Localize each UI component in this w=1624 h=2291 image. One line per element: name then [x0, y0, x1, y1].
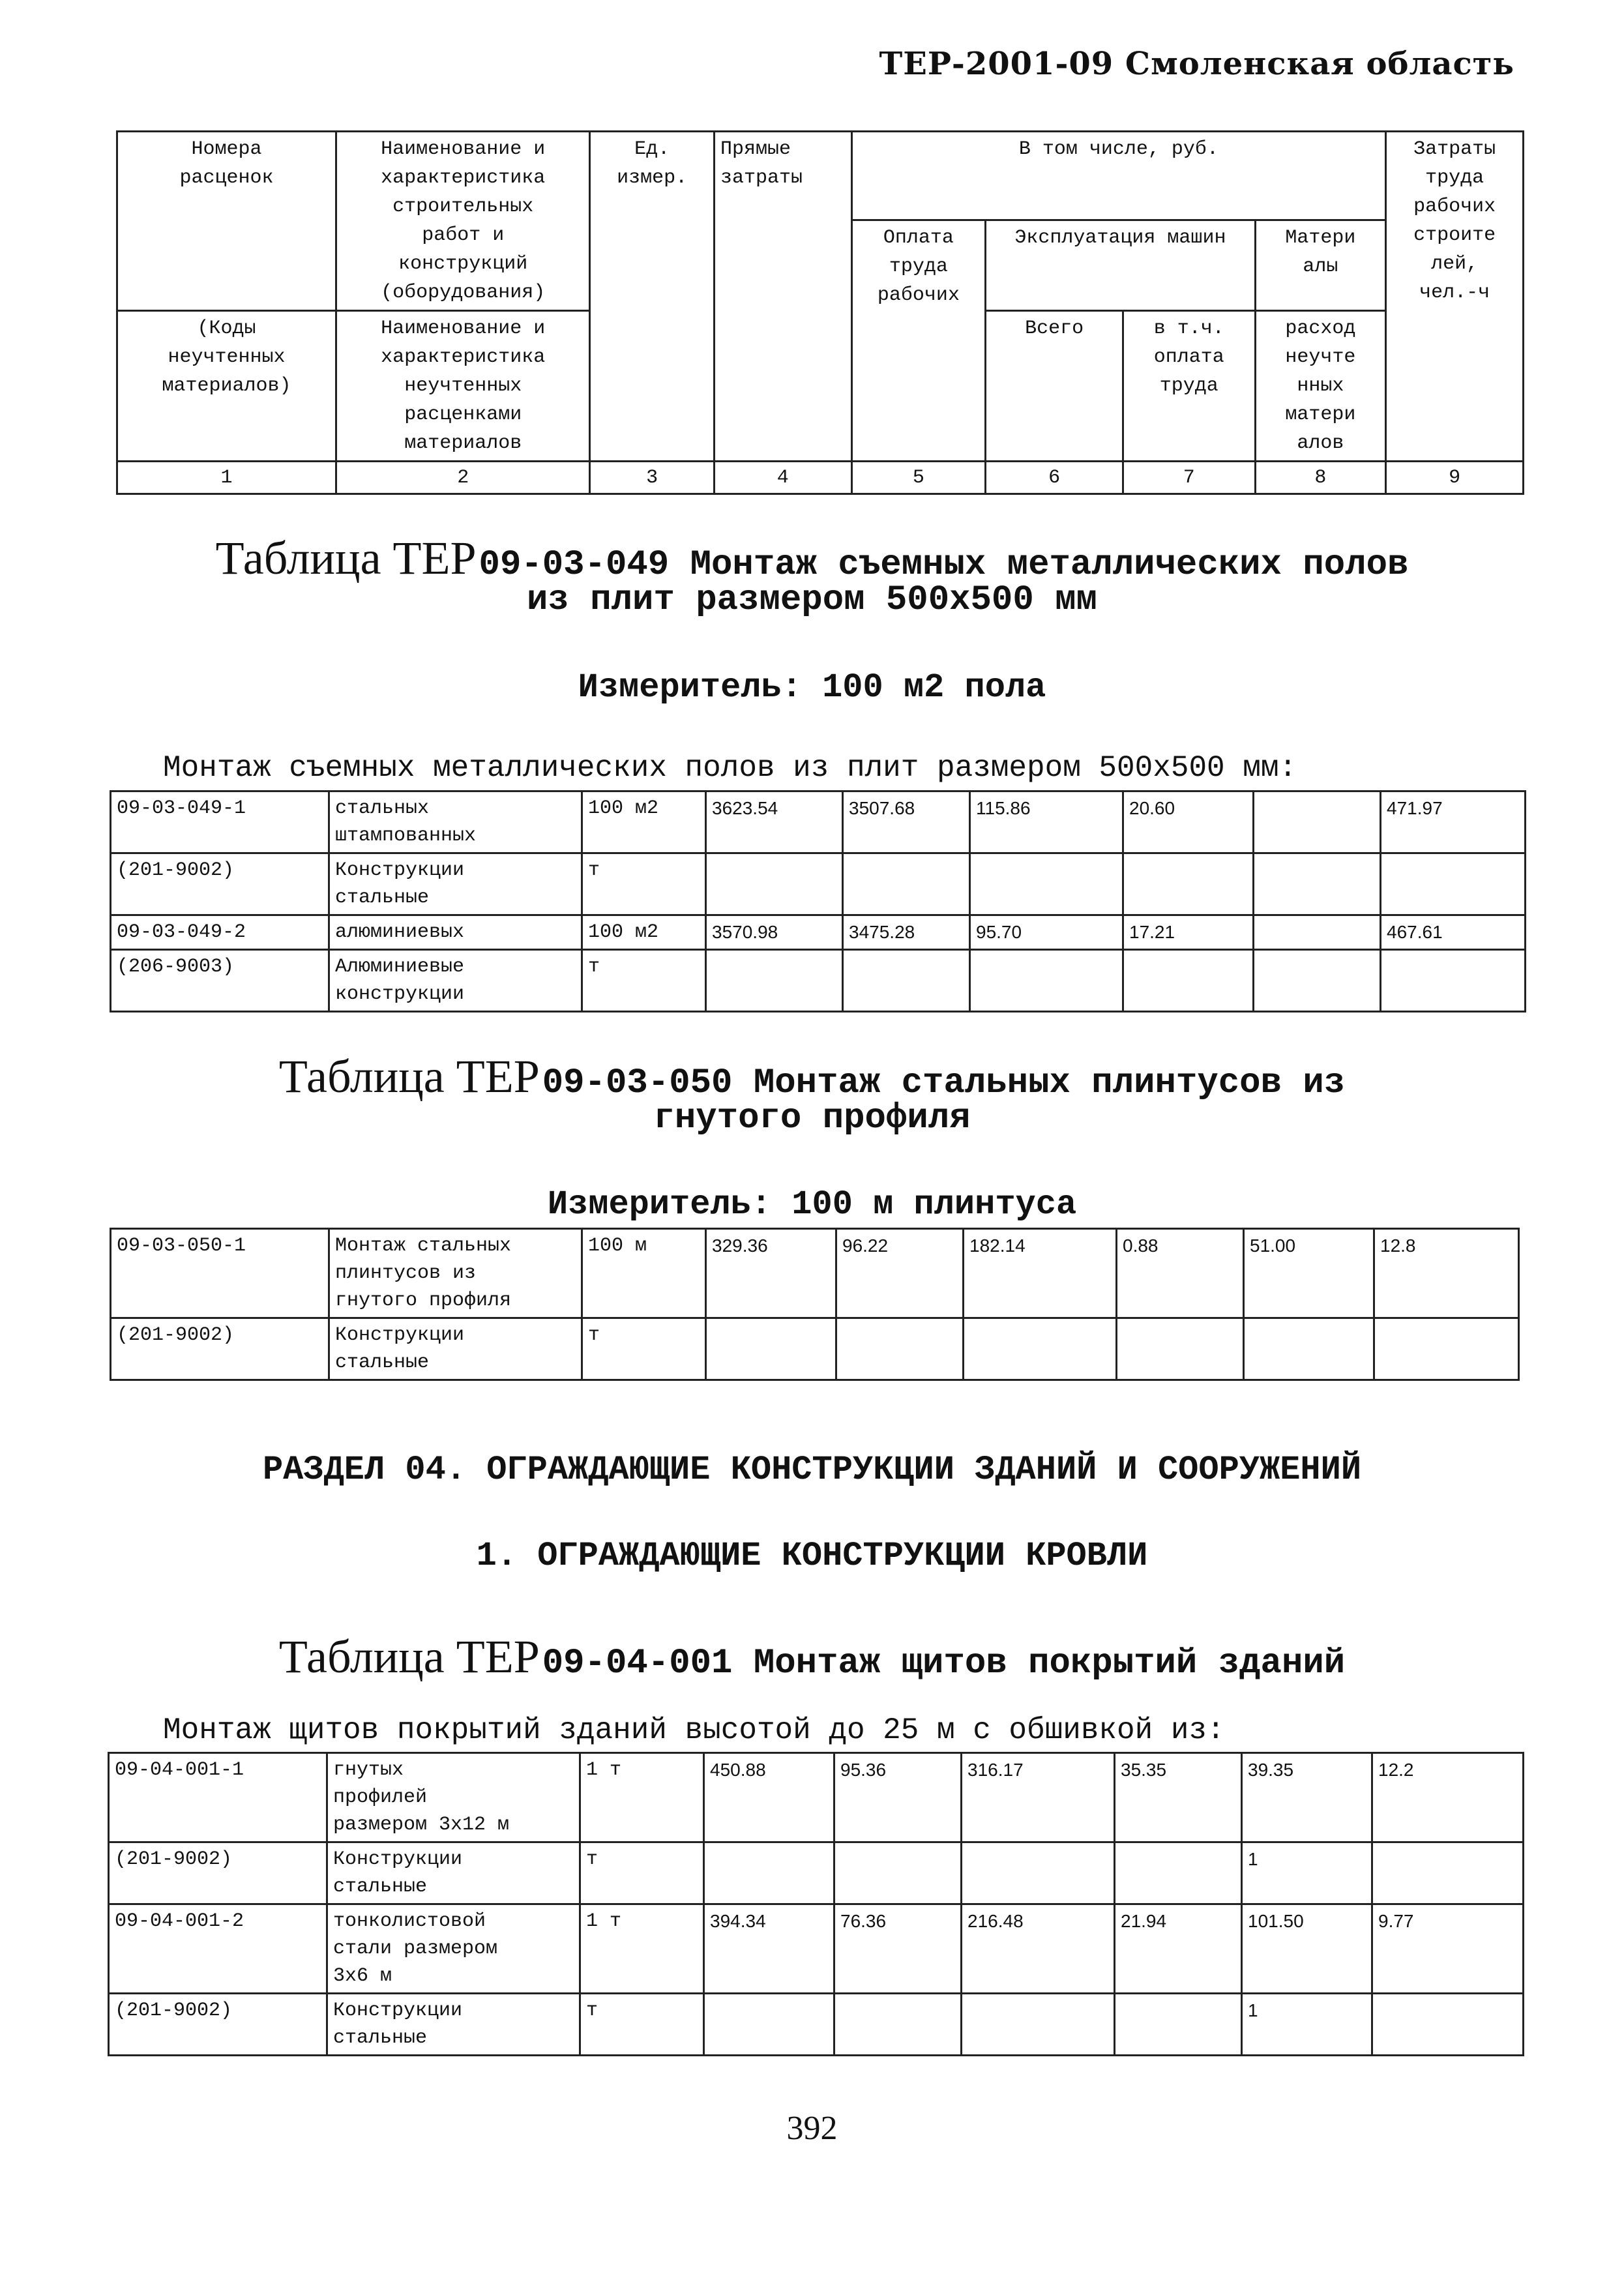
unit-cell: 100 м2 — [582, 915, 706, 950]
unit-cell: т — [580, 1994, 704, 2056]
rate-code-cell: (201-9002) — [111, 1318, 329, 1380]
labor-pay-cell: 76.36 — [834, 1904, 962, 1994]
col4-header: Прямые затраты — [714, 132, 851, 462]
labor-pay-cell — [834, 1842, 962, 1904]
table-row — [111, 1229, 1519, 1318]
section-heading: РАЗДЕЛ 04. ОГРАЖДАЮЩИЕ КОНСТРУКЦИИ ЗДАНИЙ И СООРУЖЕНИЙ — [262, 1451, 1362, 1489]
rate-code-cell: 09-03-050-1 — [111, 1229, 329, 1318]
col2-header-top: Наименование и характеристика строительных работ и конструкций (оборудования) — [336, 132, 590, 311]
table-001 — [108, 1752, 1524, 2056]
table-row — [111, 915, 1526, 950]
labor-hours-cell — [1381, 950, 1526, 1012]
unit-cell: 1 т — [580, 1904, 704, 1994]
col5-header: Оплата труда рабочих — [851, 220, 986, 462]
col1-header-bottom: (Коды неучтенных материалов) — [117, 311, 336, 462]
section-subheading: 1. ОГРАЖДАЮЩИЕ КОНСТРУКЦИИ КРОВЛИ — [476, 1537, 1148, 1575]
work-name-cell: алюминиевых — [329, 915, 582, 950]
col1-header-top: Номера расценок — [117, 132, 336, 311]
col-number: 7 — [1123, 462, 1255, 494]
labor-hours-cell: 467.61 — [1381, 915, 1526, 950]
work-name-cell: Конструкции стальные — [327, 1994, 580, 2056]
labor-pay-cell: 3475.28 — [843, 915, 970, 950]
machine-labor-cell — [1117, 1318, 1244, 1380]
machine-total-cell — [964, 1318, 1117, 1380]
materials-cell: 101.50 — [1242, 1904, 1372, 1994]
machine-total-cell: 216.48 — [962, 1904, 1115, 1994]
table-001-title-line1: 09-04-001 Монтаж щитов покрытий зданий — [542, 1644, 1346, 1683]
machine-labor-cell — [1115, 1842, 1242, 1904]
col3-header: Ед. измер. — [590, 132, 715, 462]
table-049-caption: Монтаж съемных металлических полов из плит размером 500x500 мм: — [163, 751, 1297, 785]
col9-header: Затраты труда рабочих строите лей, чел.-ч — [1386, 132, 1524, 462]
rate-code-cell: 09-03-049-1 — [111, 791, 329, 853]
column-header-table — [116, 130, 1524, 495]
labor-hours-cell: 471.97 — [1381, 791, 1526, 853]
table-049-meter: Измеритель: 100 м2 пола — [578, 668, 1046, 707]
direct-costs-cell — [706, 950, 843, 1012]
machine-labor-cell: 20.60 — [1123, 791, 1254, 853]
direct-costs-cell — [704, 1842, 834, 1904]
machine-total-cell — [962, 1842, 1115, 1904]
labor-hours-cell: 12.8 — [1374, 1229, 1519, 1318]
table-001-title — [0, 1630, 1624, 1684]
direct-costs-cell — [706, 853, 843, 915]
machine-total-cell: 115.86 — [970, 791, 1123, 853]
table-row — [111, 1318, 1519, 1380]
labor-hours-cell: 9.77 — [1372, 1904, 1524, 1994]
col-number: 3 — [590, 462, 715, 494]
machine-labor-cell — [1123, 853, 1254, 915]
table-001-caption: Монтаж щитов покрытий зданий высотой до 25 м с обшивкой из: — [163, 1713, 1225, 1747]
table-049-title-line2: из плит размером 500x500 мм — [527, 580, 1097, 620]
col-number: 4 — [714, 462, 851, 494]
col5-8-group-header: В том числе, руб. — [851, 132, 1386, 220]
unit-cell: 1 т — [580, 1753, 704, 1842]
work-name-cell: стальных штампованных — [329, 791, 582, 853]
machine-total-cell — [970, 950, 1123, 1012]
rate-code-cell: (201-9002) — [109, 1994, 327, 2056]
col-number: 5 — [851, 462, 986, 494]
labor-pay-cell: 3507.68 — [843, 791, 970, 853]
machine-total-cell: 95.70 — [970, 915, 1123, 950]
col6-7-group-header: Эксплуатация машин — [986, 220, 1255, 311]
table-row — [109, 1842, 1524, 1904]
table-050 — [110, 1228, 1520, 1381]
running-header: ТЕР-2001-09 Смоленская область — [879, 46, 1514, 82]
materials-cell — [1254, 853, 1381, 915]
table-049 — [110, 790, 1526, 1012]
labor-pay-cell — [836, 1318, 964, 1380]
work-name-cell: Конструкции стальные — [327, 1842, 580, 1904]
rate-code-cell: (201-9002) — [111, 853, 329, 915]
materials-cell: 51.00 — [1244, 1229, 1374, 1318]
col-number: 8 — [1255, 462, 1386, 494]
materials-cell: 1 — [1242, 1842, 1372, 1904]
labor-pay-cell: 95.36 — [834, 1753, 962, 1842]
labor-pay-cell: 96.22 — [836, 1229, 964, 1318]
table-row — [109, 1994, 1524, 2056]
machine-labor-cell — [1123, 950, 1254, 1012]
rate-code-cell: (206-9003) — [111, 950, 329, 1012]
table-row — [111, 950, 1526, 1012]
table-row — [111, 791, 1526, 853]
table-row — [109, 1904, 1524, 1994]
direct-costs-cell: 394.34 — [704, 1904, 834, 1994]
direct-costs-cell: 3570.98 — [706, 915, 843, 950]
table-050-title-prefix: Таблица ТЕР — [278, 1050, 540, 1102]
work-name-cell: Конструкции стальные — [329, 1318, 582, 1380]
table-row — [111, 853, 1526, 915]
unit-cell: 100 м — [582, 1229, 706, 1318]
machine-total-cell: 316.17 — [962, 1753, 1115, 1842]
direct-costs-cell: 450.88 — [704, 1753, 834, 1842]
direct-costs-cell — [706, 1318, 836, 1380]
materials-cell: 39.35 — [1242, 1753, 1372, 1842]
labor-pay-cell — [843, 853, 970, 915]
col-number: 2 — [336, 462, 590, 494]
col7-header: в т.ч. оплата труда — [1123, 311, 1255, 462]
work-name-cell: гнутых профилей размером 3x12 м — [327, 1753, 580, 1842]
unit-cell: т — [580, 1842, 704, 1904]
table-row — [109, 1753, 1524, 1842]
labor-pay-cell — [834, 1994, 962, 2056]
machine-total-cell: 182.14 — [964, 1229, 1117, 1318]
rate-code-cell: 09-03-049-2 — [111, 915, 329, 950]
unit-cell: т — [582, 950, 706, 1012]
materials-cell — [1254, 791, 1381, 853]
machine-labor-cell: 0.88 — [1117, 1229, 1244, 1318]
table-050-title-line1: 09-03-050 Монтаж стальных плинтусов из — [542, 1063, 1346, 1103]
rate-code-cell: 09-04-001-1 — [109, 1753, 327, 1842]
rate-code-cell: 09-04-001-2 — [109, 1904, 327, 1994]
unit-cell: 100 м2 — [582, 791, 706, 853]
labor-pay-cell — [843, 950, 970, 1012]
machine-labor-cell: 17.21 — [1123, 915, 1254, 950]
labor-hours-cell — [1372, 1842, 1524, 1904]
unit-cell: т — [582, 1318, 706, 1380]
work-name-cell: Алюминиевые конструкции — [329, 950, 582, 1012]
direct-costs-cell: 329.36 — [706, 1229, 836, 1318]
machine-total-cell — [970, 853, 1123, 915]
table-050-meter: Измеритель: 100 м плинтуса — [547, 1185, 1077, 1224]
labor-hours-cell — [1381, 853, 1526, 915]
unit-cell: т — [582, 853, 706, 915]
materials-cell — [1254, 950, 1381, 1012]
col-number: 6 — [986, 462, 1123, 494]
materials-cell — [1244, 1318, 1374, 1380]
direct-costs-cell — [704, 1994, 834, 2056]
work-name-cell: Конструкции стальные — [329, 853, 582, 915]
table-001-title-prefix: Таблица ТЕР — [278, 1631, 540, 1683]
materials-cell — [1254, 915, 1381, 950]
col-number: 9 — [1386, 462, 1524, 494]
machine-labor-cell: 21.94 — [1115, 1904, 1242, 1994]
table-050-title-line2: гнутого профиля — [653, 1099, 971, 1138]
machine-labor-cell — [1115, 1994, 1242, 2056]
col-number: 1 — [117, 462, 336, 494]
machine-total-cell — [962, 1994, 1115, 2056]
table-049-title-prefix: Таблица ТЕР — [215, 532, 477, 584]
labor-hours-cell — [1374, 1318, 1519, 1380]
work-name-cell: Монтаж стальных плинтусов из гнутого профиля — [329, 1229, 582, 1318]
table-049-title — [0, 531, 1624, 585]
table-050-title — [0, 1050, 1624, 1104]
col8-header-bottom: расход неучте нных матери алов — [1255, 311, 1386, 462]
work-name-cell: тонколистовой стали размером 3x6 м — [327, 1904, 580, 1994]
page-number: 392 — [786, 2110, 838, 2147]
labor-hours-cell: 12.2 — [1372, 1753, 1524, 1842]
machine-labor-cell: 35.35 — [1115, 1753, 1242, 1842]
table-049-title-line1: 09-03-049 Монтаж съемных металлических полов — [479, 545, 1409, 585]
col8-header-top: Матери алы — [1255, 220, 1386, 311]
rate-code-cell: (201-9002) — [109, 1842, 327, 1904]
labor-hours-cell — [1372, 1994, 1524, 2056]
col6-header: Всего — [986, 311, 1123, 462]
col2-header-bottom: Наименование и характеристика неучтенных расценками материалов — [336, 311, 590, 462]
materials-cell: 1 — [1242, 1994, 1372, 2056]
direct-costs-cell: 3623.54 — [706, 791, 843, 853]
